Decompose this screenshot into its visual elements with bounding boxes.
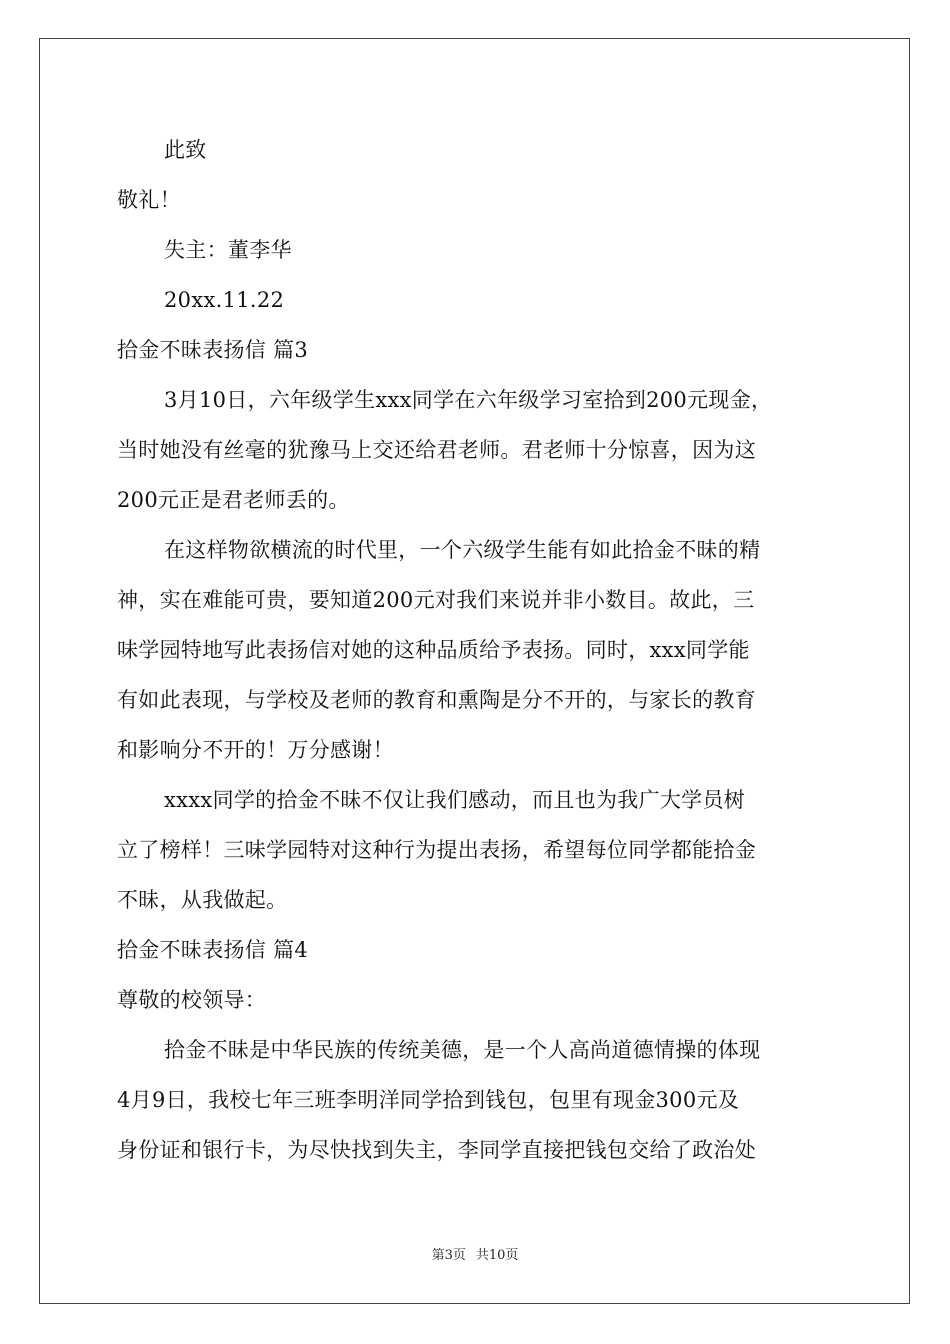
paragraph-line: 神，实在难能可贵，要知道200元对我们来说并非小数目。故此，三 (117, 588, 755, 612)
letter-greeting: 尊敬的校领导： (117, 988, 267, 1012)
paragraph-line: 立了榜样！三味学园特对这种行为提出表扬，希望每位同学都能拾金 (117, 838, 756, 862)
closing-salutation: 此致 (164, 138, 207, 162)
paragraph-line: 拾金不昧是中华民族的传统美德，是一个人高尚道德情操的体现 (164, 1038, 761, 1062)
paragraph-line: 4月9日，我校七年三班李明洋同学拾到钱包，包里有现金300元及 (117, 1088, 740, 1112)
page-footer (0, 1247, 950, 1265)
paragraph-line: 不昧，从我做起。 (117, 888, 288, 912)
paragraph-line: 在这样物欲横流的时代里，一个六级学生能有如此拾金不昧的精 (164, 538, 761, 562)
page-total: 共10页 (475, 1248, 519, 1263)
signature-owner: 失主：董李华 (164, 238, 292, 262)
paragraph-line: 当时她没有丝毫的犹豫马上交还给君老师。君老师十分惊喜，因为这 (117, 438, 756, 462)
page-number: 第3页 (431, 1248, 466, 1263)
closing-regards: 敬礼！ (117, 188, 181, 212)
paragraph-line: xxxx同学的拾金不昧不仅让我们感动，而且也为我广大学员树 (164, 788, 746, 812)
section-heading-4: 拾金不昧表扬信 篇4 (117, 938, 309, 962)
paragraph-line: 200元正是君老师丢的。 (117, 488, 350, 512)
paragraph-line: 身份证和银行卡，为尽快找到失主，李同学直接把钱包交给了政治处 (117, 1138, 756, 1162)
paragraph-line: 味学园特地写此表扬信对她的这种品质给予表扬。同时，xxx同学能 (117, 638, 750, 662)
paragraph-line: 有如此表现，与学校及老师的教育和熏陶是分不开的，与家长的教育 (117, 688, 756, 712)
section-heading-3: 拾金不昧表扬信 篇3 (117, 338, 309, 362)
signature-date: 20xx.11.22 (164, 288, 285, 312)
paragraph-line: 和影响分不开的！万分感谢！ (117, 738, 394, 762)
paragraph-line: 3月10日，六年级学生xxx同学在六年级学习室拾到200元现金， (164, 388, 773, 412)
